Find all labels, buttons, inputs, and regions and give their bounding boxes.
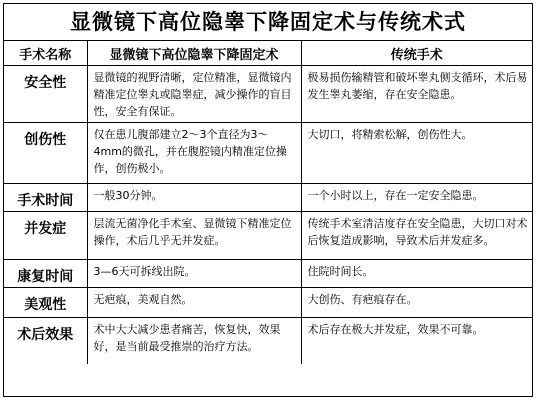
micro-cell: 显微镜的视野清晰，定位精准，显微镜内精准定位睾丸或隐睾症，减少操作的盲目性，安全有保证。 <box>87 66 301 123</box>
row-label: 术后效果 <box>4 318 87 364</box>
row-label: 安全性 <box>4 66 87 123</box>
traditional-cell: 大切口，将精索松解，创伤性大。 <box>301 123 532 184</box>
row-label: 美观性 <box>4 288 87 318</box>
table-row-safety <box>4 66 532 123</box>
micro-cell: 术中大大减少患者痛苦，恢复快，效果好，是当前最受推崇的治疗方法。 <box>87 318 301 364</box>
header-micro-surgery: 显微镜下高位隐睾下降固定术 <box>87 41 301 66</box>
traditional-cell: 传统手术室清洁度存在安全隐患，大切口对术后恢复造成影响，导致术后并发症多。 <box>301 212 532 260</box>
traditional-cell: 住院时间长。 <box>301 260 532 288</box>
page-title: 显微镜下高位隐睾下降固定术与传统术式 <box>4 4 532 41</box>
traditional-cell: 极易损伤输精管和破坏睾丸侧支循环，术后易发生睾丸萎缩，存在安全隐患。 <box>301 66 532 123</box>
micro-cell: 无疤痕，美观自然。 <box>87 288 301 318</box>
row-label: 康复时间 <box>4 260 87 288</box>
comparison-table <box>4 41 532 364</box>
comparison-document <box>3 3 533 397</box>
table-row-complications <box>4 212 532 260</box>
table-row-recovery <box>4 260 532 288</box>
micro-cell: 3—6天可拆线出院。 <box>87 260 301 288</box>
traditional-cell: 一个小时以上，存在一定安全隐患。 <box>301 184 532 212</box>
row-label: 并发症 <box>4 212 87 260</box>
table-row-trauma <box>4 123 532 184</box>
header-traditional-surgery: 传统手术 <box>301 41 532 66</box>
table-row-duration <box>4 184 532 212</box>
row-label: 手术时间 <box>4 184 87 212</box>
table-header-row <box>4 41 532 66</box>
traditional-cell: 大创伤、有疤痕存在。 <box>301 288 532 318</box>
row-label: 创伤性 <box>4 123 87 184</box>
table-row-aesthetics <box>4 288 532 318</box>
micro-cell: 仅在患儿腹部建立2～3个直径为3～4mm的微孔，并在腹腔镜内精准定位操作，创伤极小。 <box>87 123 301 184</box>
micro-cell: 一般30分钟。 <box>87 184 301 212</box>
header-surgery-name: 手术名称 <box>4 41 87 66</box>
table-row-outcome <box>4 318 532 364</box>
micro-cell: 层流无菌净化手术室、显微镜下精准定位操作，术后几乎无并发症。 <box>87 212 301 260</box>
traditional-cell: 术后存在极大并发症，效果不可靠。 <box>301 318 532 364</box>
